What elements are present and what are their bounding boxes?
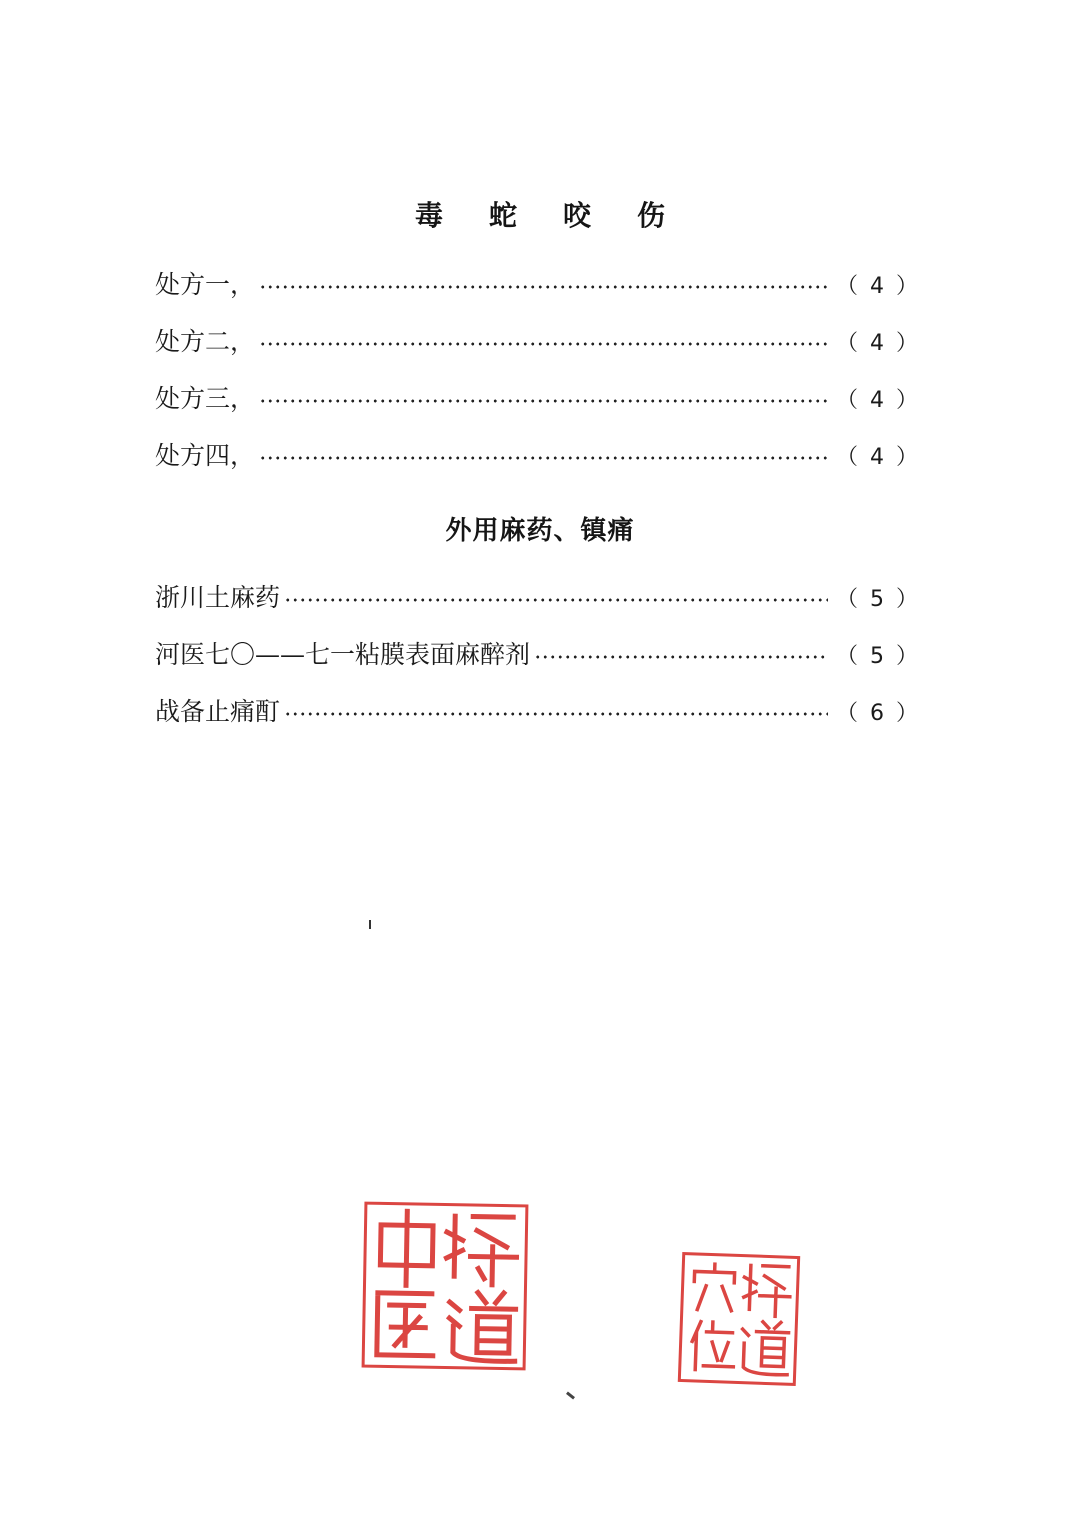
dot-leader [259, 285, 828, 289]
toc-entry[interactable] [155, 695, 930, 729]
scan-speck [566, 1392, 575, 1400]
toc-entry-page: （4） [836, 331, 930, 356]
toc-entry[interactable] [155, 439, 930, 473]
toc-entry[interactable] [155, 638, 930, 672]
dot-leader [284, 598, 828, 602]
toc-entry-page: （4） [836, 388, 930, 413]
section-title-anesthesia: 外用麻药、镇痛 [445, 516, 635, 546]
toc-entry-label: 处方三， [155, 384, 256, 413]
dot-leader [534, 655, 828, 659]
toc-entry[interactable] [155, 382, 930, 416]
toc-entry-page: （5） [836, 644, 930, 669]
toc-entry-label: 河医七〇——七一粘膜表面麻醉剂 [155, 640, 531, 669]
seal-stamp-left [362, 1202, 529, 1371]
toc-entry-page: （5） [836, 587, 930, 612]
dot-leader [259, 342, 828, 346]
toc-entry-label: 处方一， [155, 270, 256, 299]
seal-left-glyphs [365, 1205, 526, 1368]
toc-entry-label: 战备止痛酊 [155, 697, 281, 726]
toc-entry-label: 处方四， [155, 441, 256, 470]
toc-entry-label: 处方二， [155, 327, 256, 356]
toc-entry[interactable] [155, 268, 930, 302]
toc-entry[interactable] [155, 581, 930, 615]
seal-stamp-right [678, 1252, 800, 1386]
toc-entry-page: （4） [836, 445, 930, 470]
scan-speck [369, 920, 371, 929]
toc-entry-page: （4） [836, 274, 930, 299]
toc-entry[interactable] [155, 325, 930, 359]
section-title-snakebite: 毒蛇咬伤 [414, 199, 711, 232]
dot-leader [259, 456, 828, 460]
toc-entry-label: 浙川土麻药 [155, 583, 281, 612]
seal-right-glyphs [681, 1255, 797, 1383]
dot-leader [259, 399, 828, 403]
toc-entry-page: （6） [836, 701, 930, 726]
dot-leader [284, 712, 828, 716]
